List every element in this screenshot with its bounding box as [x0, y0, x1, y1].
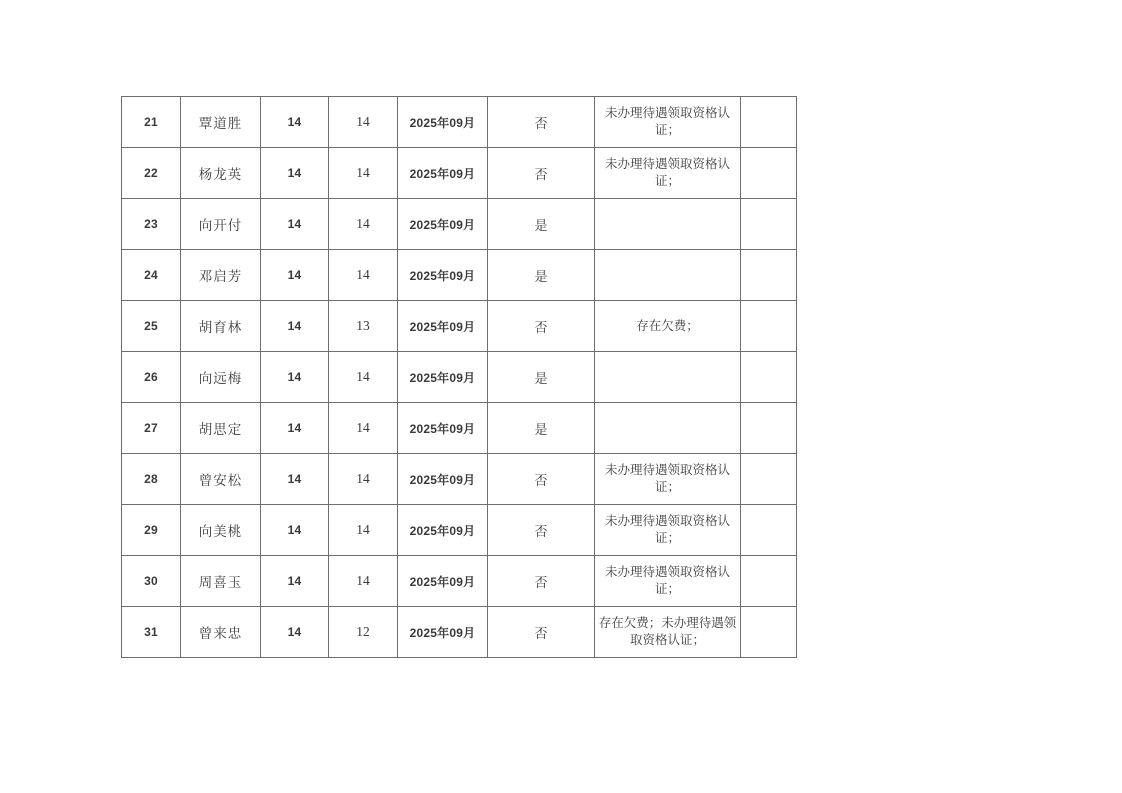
table-row — [122, 556, 797, 607]
cell-person-name: 胡思定 — [181, 403, 261, 454]
cell-person-name: 向开付 — [181, 199, 261, 250]
table-row — [122, 607, 797, 658]
cell-number-2: 14 — [329, 505, 398, 556]
cell-month: 2025年09月 — [398, 148, 488, 199]
cell-number-2: 14 — [329, 352, 398, 403]
cell-month: 2025年09月 — [398, 352, 488, 403]
table-row — [122, 199, 797, 250]
cell-number-2: 14 — [329, 454, 398, 505]
cell-remark: 未办理待遇领取资格认证； — [595, 454, 741, 505]
cell-status: 是 — [488, 199, 595, 250]
cell-number-2: 14 — [329, 148, 398, 199]
table-row — [122, 454, 797, 505]
cell-number-1: 14 — [261, 148, 329, 199]
cell-month: 2025年09月 — [398, 505, 488, 556]
cell-status: 是 — [488, 250, 595, 301]
cell-month: 2025年09月 — [398, 97, 488, 148]
cell-row-number: 28 — [122, 454, 181, 505]
cell-row-number: 27 — [122, 403, 181, 454]
cell-empty — [741, 505, 797, 556]
table-row — [122, 148, 797, 199]
cell-empty — [741, 454, 797, 505]
cell-status: 是 — [488, 403, 595, 454]
cell-month: 2025年09月 — [398, 199, 488, 250]
cell-remark — [595, 403, 741, 454]
cell-person-name: 胡育林 — [181, 301, 261, 352]
table-body — [122, 97, 797, 658]
cell-remark: 未办理待遇领取资格认证； — [595, 97, 741, 148]
cell-month: 2025年09月 — [398, 454, 488, 505]
cell-number-2: 14 — [329, 97, 398, 148]
cell-remark: 存在欠费；未办理待遇领取资格认证； — [595, 607, 741, 658]
cell-row-number: 29 — [122, 505, 181, 556]
cell-person-name: 曾安松 — [181, 454, 261, 505]
cell-remark — [595, 250, 741, 301]
cell-status: 是 — [488, 352, 595, 403]
cell-person-name: 周喜玉 — [181, 556, 261, 607]
cell-row-number: 24 — [122, 250, 181, 301]
cell-number-1: 14 — [261, 352, 329, 403]
cell-month: 2025年09月 — [398, 556, 488, 607]
table-row — [122, 505, 797, 556]
cell-status: 否 — [488, 454, 595, 505]
table-row — [122, 352, 797, 403]
cell-number-1: 14 — [261, 199, 329, 250]
cell-number-2: 14 — [329, 403, 398, 454]
cell-empty — [741, 97, 797, 148]
cell-number-1: 14 — [261, 607, 329, 658]
cell-number-1: 14 — [261, 250, 329, 301]
cell-remark — [595, 352, 741, 403]
cell-empty — [741, 148, 797, 199]
cell-month: 2025年09月 — [398, 403, 488, 454]
cell-person-name: 杨龙英 — [181, 148, 261, 199]
table-row — [122, 97, 797, 148]
cell-number-2: 14 — [329, 199, 398, 250]
cell-row-number: 22 — [122, 148, 181, 199]
cell-person-name: 邓启芳 — [181, 250, 261, 301]
cell-number-2: 14 — [329, 250, 398, 301]
cell-row-number: 26 — [122, 352, 181, 403]
cell-remark — [595, 199, 741, 250]
benefit-certification-table — [121, 96, 797, 658]
cell-number-1: 14 — [261, 301, 329, 352]
cell-empty — [741, 199, 797, 250]
cell-remark: 未办理待遇领取资格认证； — [595, 505, 741, 556]
cell-number-1: 14 — [261, 403, 329, 454]
cell-remark: 未办理待遇领取资格认证； — [595, 556, 741, 607]
cell-empty — [741, 607, 797, 658]
cell-empty — [741, 301, 797, 352]
cell-number-1: 14 — [261, 97, 329, 148]
cell-status: 否 — [488, 607, 595, 658]
cell-empty — [741, 352, 797, 403]
cell-status: 否 — [488, 148, 595, 199]
cell-remark: 存在欠费； — [595, 301, 741, 352]
cell-remark: 未办理待遇领取资格认证； — [595, 148, 741, 199]
table-row — [122, 250, 797, 301]
cell-empty — [741, 556, 797, 607]
cell-row-number: 31 — [122, 607, 181, 658]
cell-number-2: 14 — [329, 556, 398, 607]
cell-empty — [741, 403, 797, 454]
cell-row-number: 21 — [122, 97, 181, 148]
cell-month: 2025年09月 — [398, 607, 488, 658]
cell-status: 否 — [488, 301, 595, 352]
cell-person-name: 向远梅 — [181, 352, 261, 403]
cell-person-name: 覃道胜 — [181, 97, 261, 148]
cell-status: 否 — [488, 97, 595, 148]
cell-number-2: 13 — [329, 301, 398, 352]
table-row — [122, 301, 797, 352]
cell-person-name: 曾来忠 — [181, 607, 261, 658]
table-row — [122, 403, 797, 454]
cell-month: 2025年09月 — [398, 250, 488, 301]
cell-empty — [741, 250, 797, 301]
cell-status: 否 — [488, 505, 595, 556]
cell-number-1: 14 — [261, 505, 329, 556]
cell-status: 否 — [488, 556, 595, 607]
cell-row-number: 30 — [122, 556, 181, 607]
cell-number-1: 14 — [261, 556, 329, 607]
cell-person-name: 向美桃 — [181, 505, 261, 556]
cell-row-number: 23 — [122, 199, 181, 250]
cell-row-number: 25 — [122, 301, 181, 352]
cell-number-1: 14 — [261, 454, 329, 505]
cell-month: 2025年09月 — [398, 301, 488, 352]
cell-number-2: 12 — [329, 607, 398, 658]
